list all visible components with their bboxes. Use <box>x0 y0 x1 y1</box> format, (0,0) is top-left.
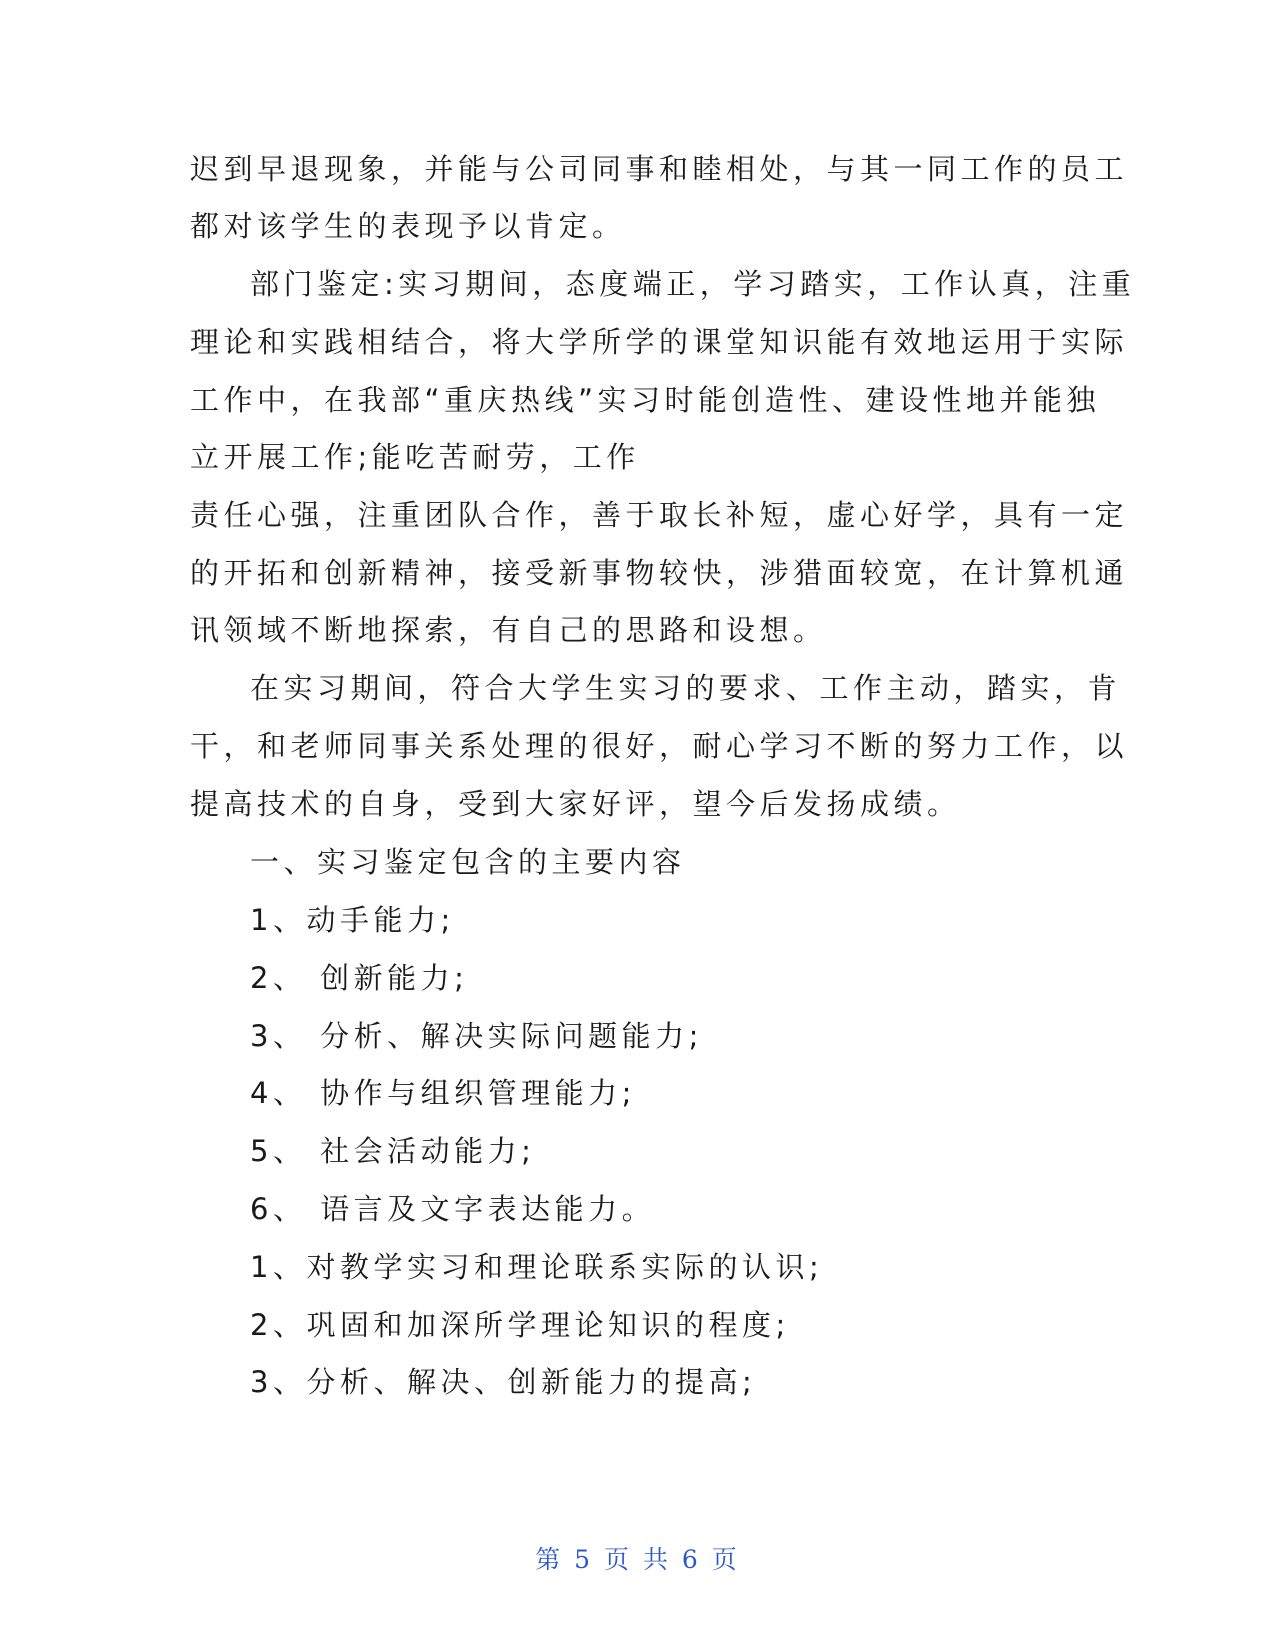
list-item: 2、 创新能力; <box>250 961 469 995</box>
list-item: 1、对教学实习和理论联系实际的认识; <box>250 1250 824 1284</box>
text-line: 责任心强，注重团队合作，善于取长补短，虚心好学，具有一定 <box>190 498 1129 532</box>
list-item: 1、动手能力; <box>250 903 455 937</box>
list-item: 5、 社会活动能力; <box>250 1134 536 1168</box>
text-line: 部门鉴定:实习期间，态度端正，学习踏实，工作认真，注重 <box>250 267 1136 301</box>
page-footer <box>0 1540 1275 1576</box>
list-item: 3、分析、解决、创新能力的提高; <box>250 1365 757 1399</box>
text-line: 都对该学生的表现予以肯定。 <box>190 209 626 243</box>
list-item: 6、 语言及文字表达能力。 <box>250 1192 656 1226</box>
list-item: 3、 分析、解决实际问题能力; <box>250 1019 703 1053</box>
text-line: 提高技术的自身，受到大家好评，望今后发扬成绩。 <box>190 787 961 821</box>
text-line: 干，和老师同事关系处理的很好，耐心学习不断的努力工作，以 <box>190 729 1129 763</box>
text-line: 讯领域不断地探索，有自己的思路和设想。 <box>190 613 827 647</box>
text-line: 迟到早退现象，并能与公司同事和睦相处，与其一同工作的员工 <box>190 152 1129 186</box>
list-item: 2、巩固和加深所学理论知识的程度; <box>250 1308 790 1342</box>
text-line: 理论和实践相结合，将大学所学的课堂知识能有效地运用于实际 <box>190 325 1129 359</box>
list-item: 4、 协作与组织管理能力; <box>250 1076 636 1110</box>
text-line: 立开展工作;能吃苦耐劳，工作 <box>190 440 640 474</box>
text-line: 工作中，在我部“重庆热线”实习时能创造性、建设性地并能独 <box>190 383 1101 417</box>
text-line: 的开拓和创新精神，接受新事物较快，涉猎面较宽，在计算机通 <box>190 556 1129 590</box>
text-line: 在实习期间，符合大学生实习的要求、工作主动，踏实，肯 <box>250 671 1122 705</box>
page-number: 第 5 页 共 6 页 <box>535 1545 740 1574</box>
section-heading: 一、实习鉴定包含的主要内容 <box>250 845 686 879</box>
